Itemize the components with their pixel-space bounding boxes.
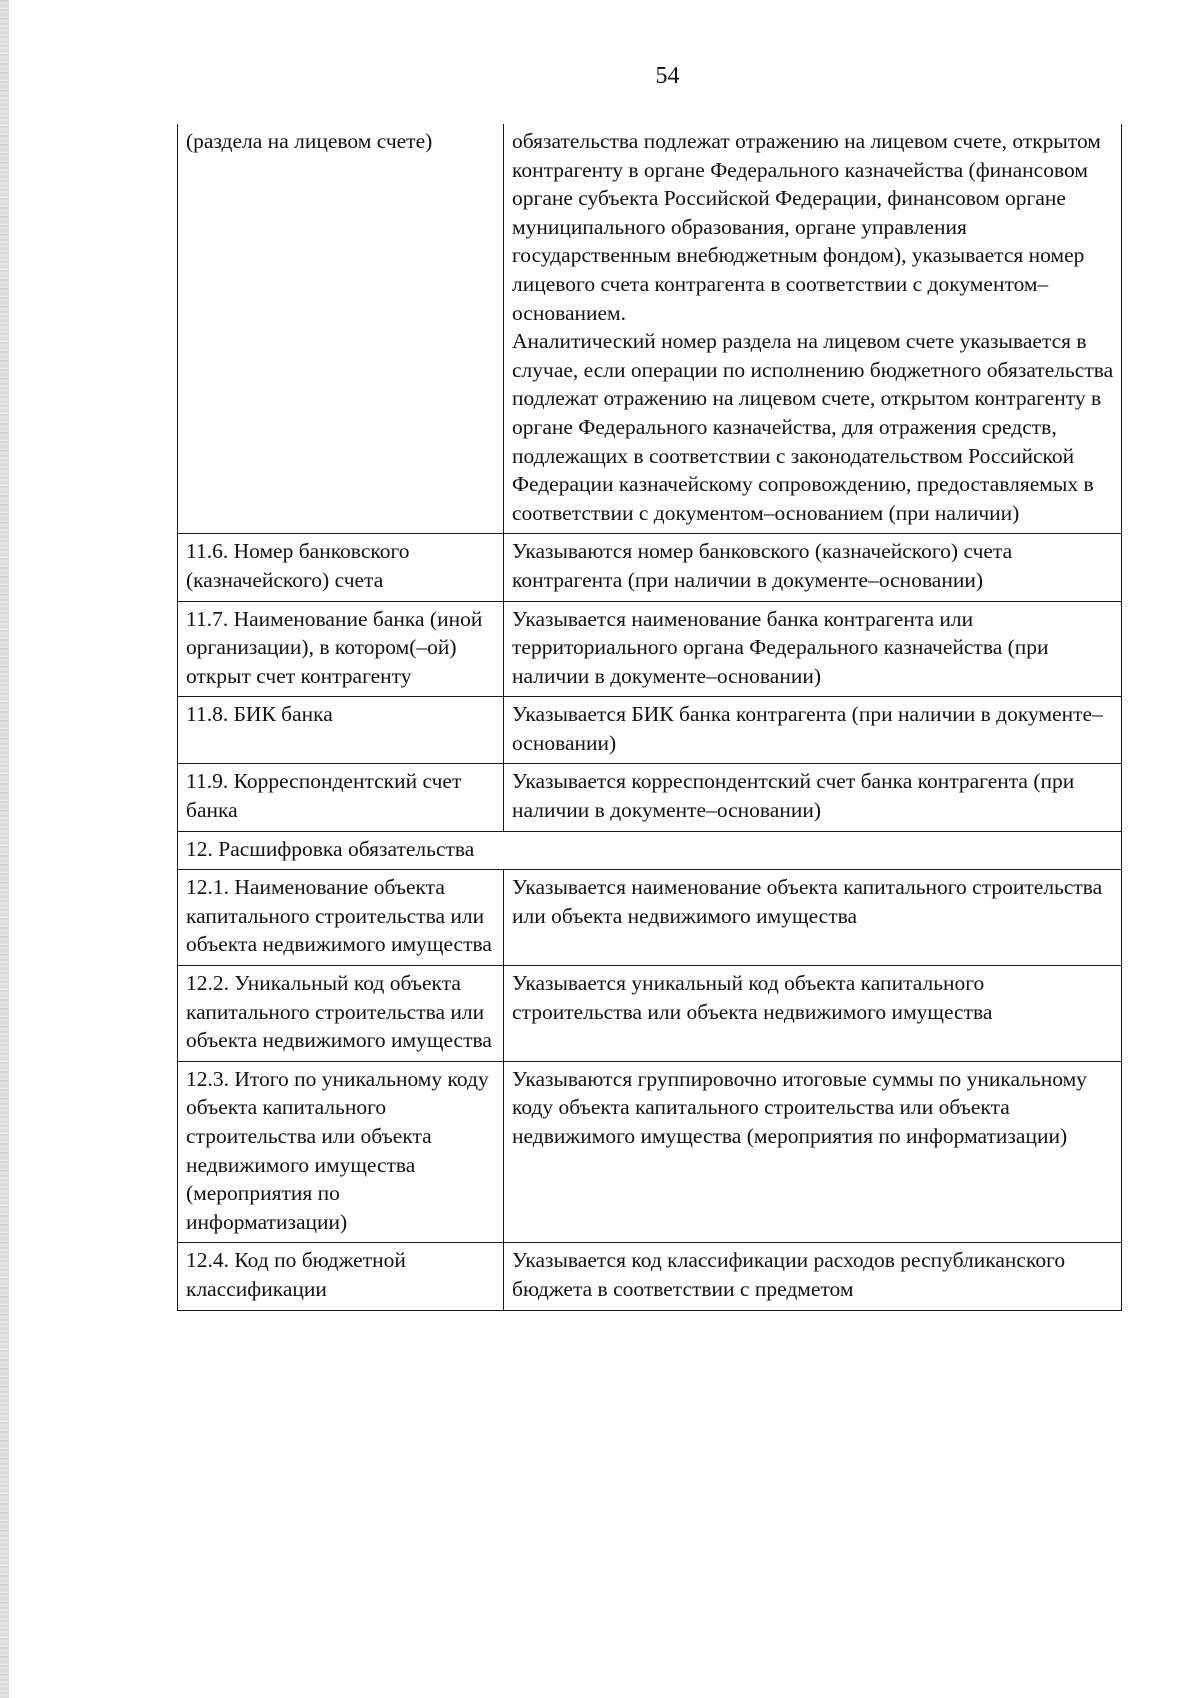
field-description-cell: Указывается наименование объекта капитального строительства или объекта недвижимого имущества xyxy=(504,870,1122,966)
field-description-cell: Указывается уникальный код объекта капитального строительства или объекта недвижимого имущества xyxy=(504,966,1122,1062)
field-name-cell: 11.6. Номер банковского (казначейского) счета xyxy=(178,534,504,601)
field-description-cell: Указывается корреспондентский счет банка контрагента (при наличии в документе–основании) xyxy=(504,764,1122,831)
table-row xyxy=(178,124,1122,534)
field-name-cell: 12.2. Уникальный код объекта капитального строительства или объекта недвижимого имущества xyxy=(178,966,504,1062)
page-number: 54 xyxy=(655,63,680,89)
field-name-cell: 11.7. Наименование банка (иной организации), в котором(–ой) открыт счет контрагенту xyxy=(178,601,504,697)
table-row xyxy=(178,1243,1122,1310)
field-name-cell: 12.3. Итого по уникальному коду объекта капитального строительства или объекта недвижимого имущества (мероприятия по информатизации) xyxy=(178,1061,504,1243)
description-paragraph: обязательства подлежат отражению на лицевом счете, открытом контрагенту в органе Федерального казначейства (финансовом органе субъекта Российской Федерации, финансовом органе муниципального образования, органе управления государственным внебюджетным фондом), указывается номер лицевого счета контрагента в соответствии с документом–основанием. xyxy=(512,129,1101,325)
table-row xyxy=(178,534,1122,601)
field-name-cell: 12.4. Код по бюджетной классификации xyxy=(178,1243,504,1310)
scan-edge xyxy=(0,0,9,1698)
field-description-cell: Указывается наименование банка контрагента или территориального органа Федерального казначейства (при наличии в документе–основании) xyxy=(504,601,1122,697)
field-description-cell: Указываются номер банковского (казначейского) счета контрагента (при наличии в документе–основании) xyxy=(504,534,1122,601)
description-paragraph: Аналитический номер раздела на лицевом счете указывается в случае, если операции по исполнению бюджетного обязательства подлежат отражению на лицевом счете, открытом контрагенту в органе Федерального казначейства, для отражения средств, подлежащих в соответствии с законодательством Российской Федерации казначейскому сопровождению, предоставляемых в соответствии с документом–основанием (при наличии) xyxy=(512,329,1114,525)
table-row xyxy=(178,764,1122,831)
field-name-cell: 11.9. Корреспондентский счет банка xyxy=(178,764,504,831)
section-header-cell: 12. Расшифровка обязательства xyxy=(178,831,1122,870)
field-name-cell: (раздела на лицевом счете) xyxy=(178,124,504,534)
table-row xyxy=(178,697,1122,764)
field-description-cell xyxy=(504,124,1122,534)
field-description-cell: Указывается код классификации расходов республиканского бюджета в соответствии с предметом xyxy=(504,1243,1122,1310)
field-name-cell: 12.1. Наименование объекта капитального строительства или объекта недвижимого имущества xyxy=(178,870,504,966)
table-row xyxy=(178,870,1122,966)
table-row xyxy=(178,601,1122,697)
field-name-cell: 11.8. БИК банка xyxy=(178,697,504,764)
field-description-cell: Указываются группировочно итоговые суммы по уникальному коду объекта капитального строительства или объекта недвижимого имущества (мероприятия по информатизации) xyxy=(504,1061,1122,1243)
section-header-row xyxy=(178,831,1122,870)
table-row xyxy=(178,966,1122,1062)
table-row xyxy=(178,1061,1122,1243)
field-description-cell: Указывается БИК банка контрагента (при наличии в документе–основании) xyxy=(504,697,1122,764)
field-description-table xyxy=(177,124,1122,1311)
